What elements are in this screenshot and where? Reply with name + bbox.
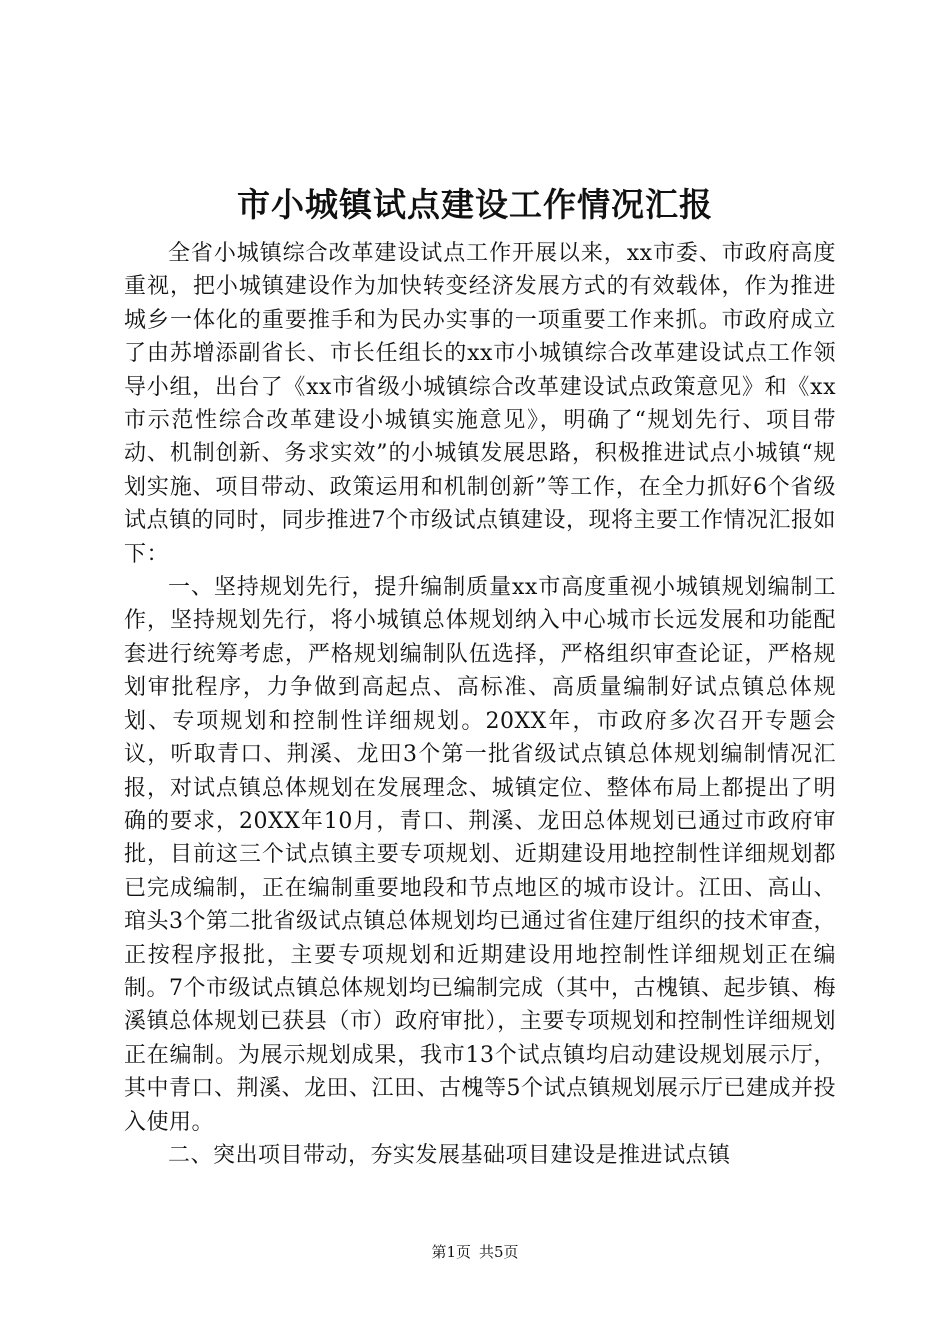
document-title: 市小城镇试点建设工作情况汇报 bbox=[237, 185, 713, 224]
page-total: 共5页 bbox=[479, 1243, 519, 1261]
document-body bbox=[124, 237, 836, 1172]
paragraph-section-1: 一、坚持规划先行，提升编制质量xx市高度重视小城镇规划编制工作，坚持规划先行，将小城镇总体规划纳入中心城市长远发展和功能配套进行统筹考虑，严格规划编制队伍选择，严格组织审查论证，严格规划审批程序，力争做到高起点、高标准、高质量编制好试点镇总体规划、专项规划和控制性详细规划。20XX年，市政府多次召开专题会议，听取青口、荆溪、龙田3个第一批省级试点镇总体规划编制情况汇报，对试点镇总体规划在发展理念、城镇定位、整体布局上都提出了明确的要求，20XX年10月，青口、荆溪、龙田总体规划已通过市政府审批，目前这三个试点镇主要专项规划、近期建设用地控制性详细规划都已完成编制，正在编制重要地段和节点地区的城市设计。江田、高山、琯头3个第二批省级试点镇总体规划均已通过省住建厅组织的技术审查，正按程序报批，主要专项规划和近期建设用地控制性详细规划正在编制。7个市级试点镇总体规划均已编制完成（其中，古槐镇、起步镇、梅溪镇总体规划已获县（市）政府审批），主要专项规划和控制性详细规划正在编制。为展示规划成果，我市13个试点镇均启动建设规划展示厅，其中青口、荆溪、龙田、江田、古槐等5个试点镇规划展示厅已建成并投入使用。 bbox=[124, 575, 836, 1135]
page-footer bbox=[0, 1241, 950, 1263]
page-number: 第1页 bbox=[431, 1243, 471, 1261]
paragraph-section-2: 二、突出项目带动，夯实发展基础项目建设是推进试点镇 bbox=[168, 1142, 731, 1168]
paragraph-intro: 全省小城镇综合改革建设试点工作开展以来，xx市委、市政府高度重视，把小城镇建设作为加快转变经济发展方式的有效载体，作为推进城乡一体化的重要推手和为民办实事的一项重要工作来抓。市政府成立了由苏增添副省长、市长任组长的xx市小城镇综合改革建设试点工作领导小组，出台了《xx市省级小城镇综合改革建设试点政策意见》和《xx市示范性综合改革建设小城镇实施意见》，明确了“规划先行、项目带动、机制创新、务求实效”的小城镇发展思路，积极推进试点小城镇“规划实施、项目带动、政策运用和机制创新”等工作，在全力抓好6个省级试点镇的同时，同步推进7个市级试点镇建设，现将主要工作情况汇报如下： bbox=[124, 241, 836, 567]
